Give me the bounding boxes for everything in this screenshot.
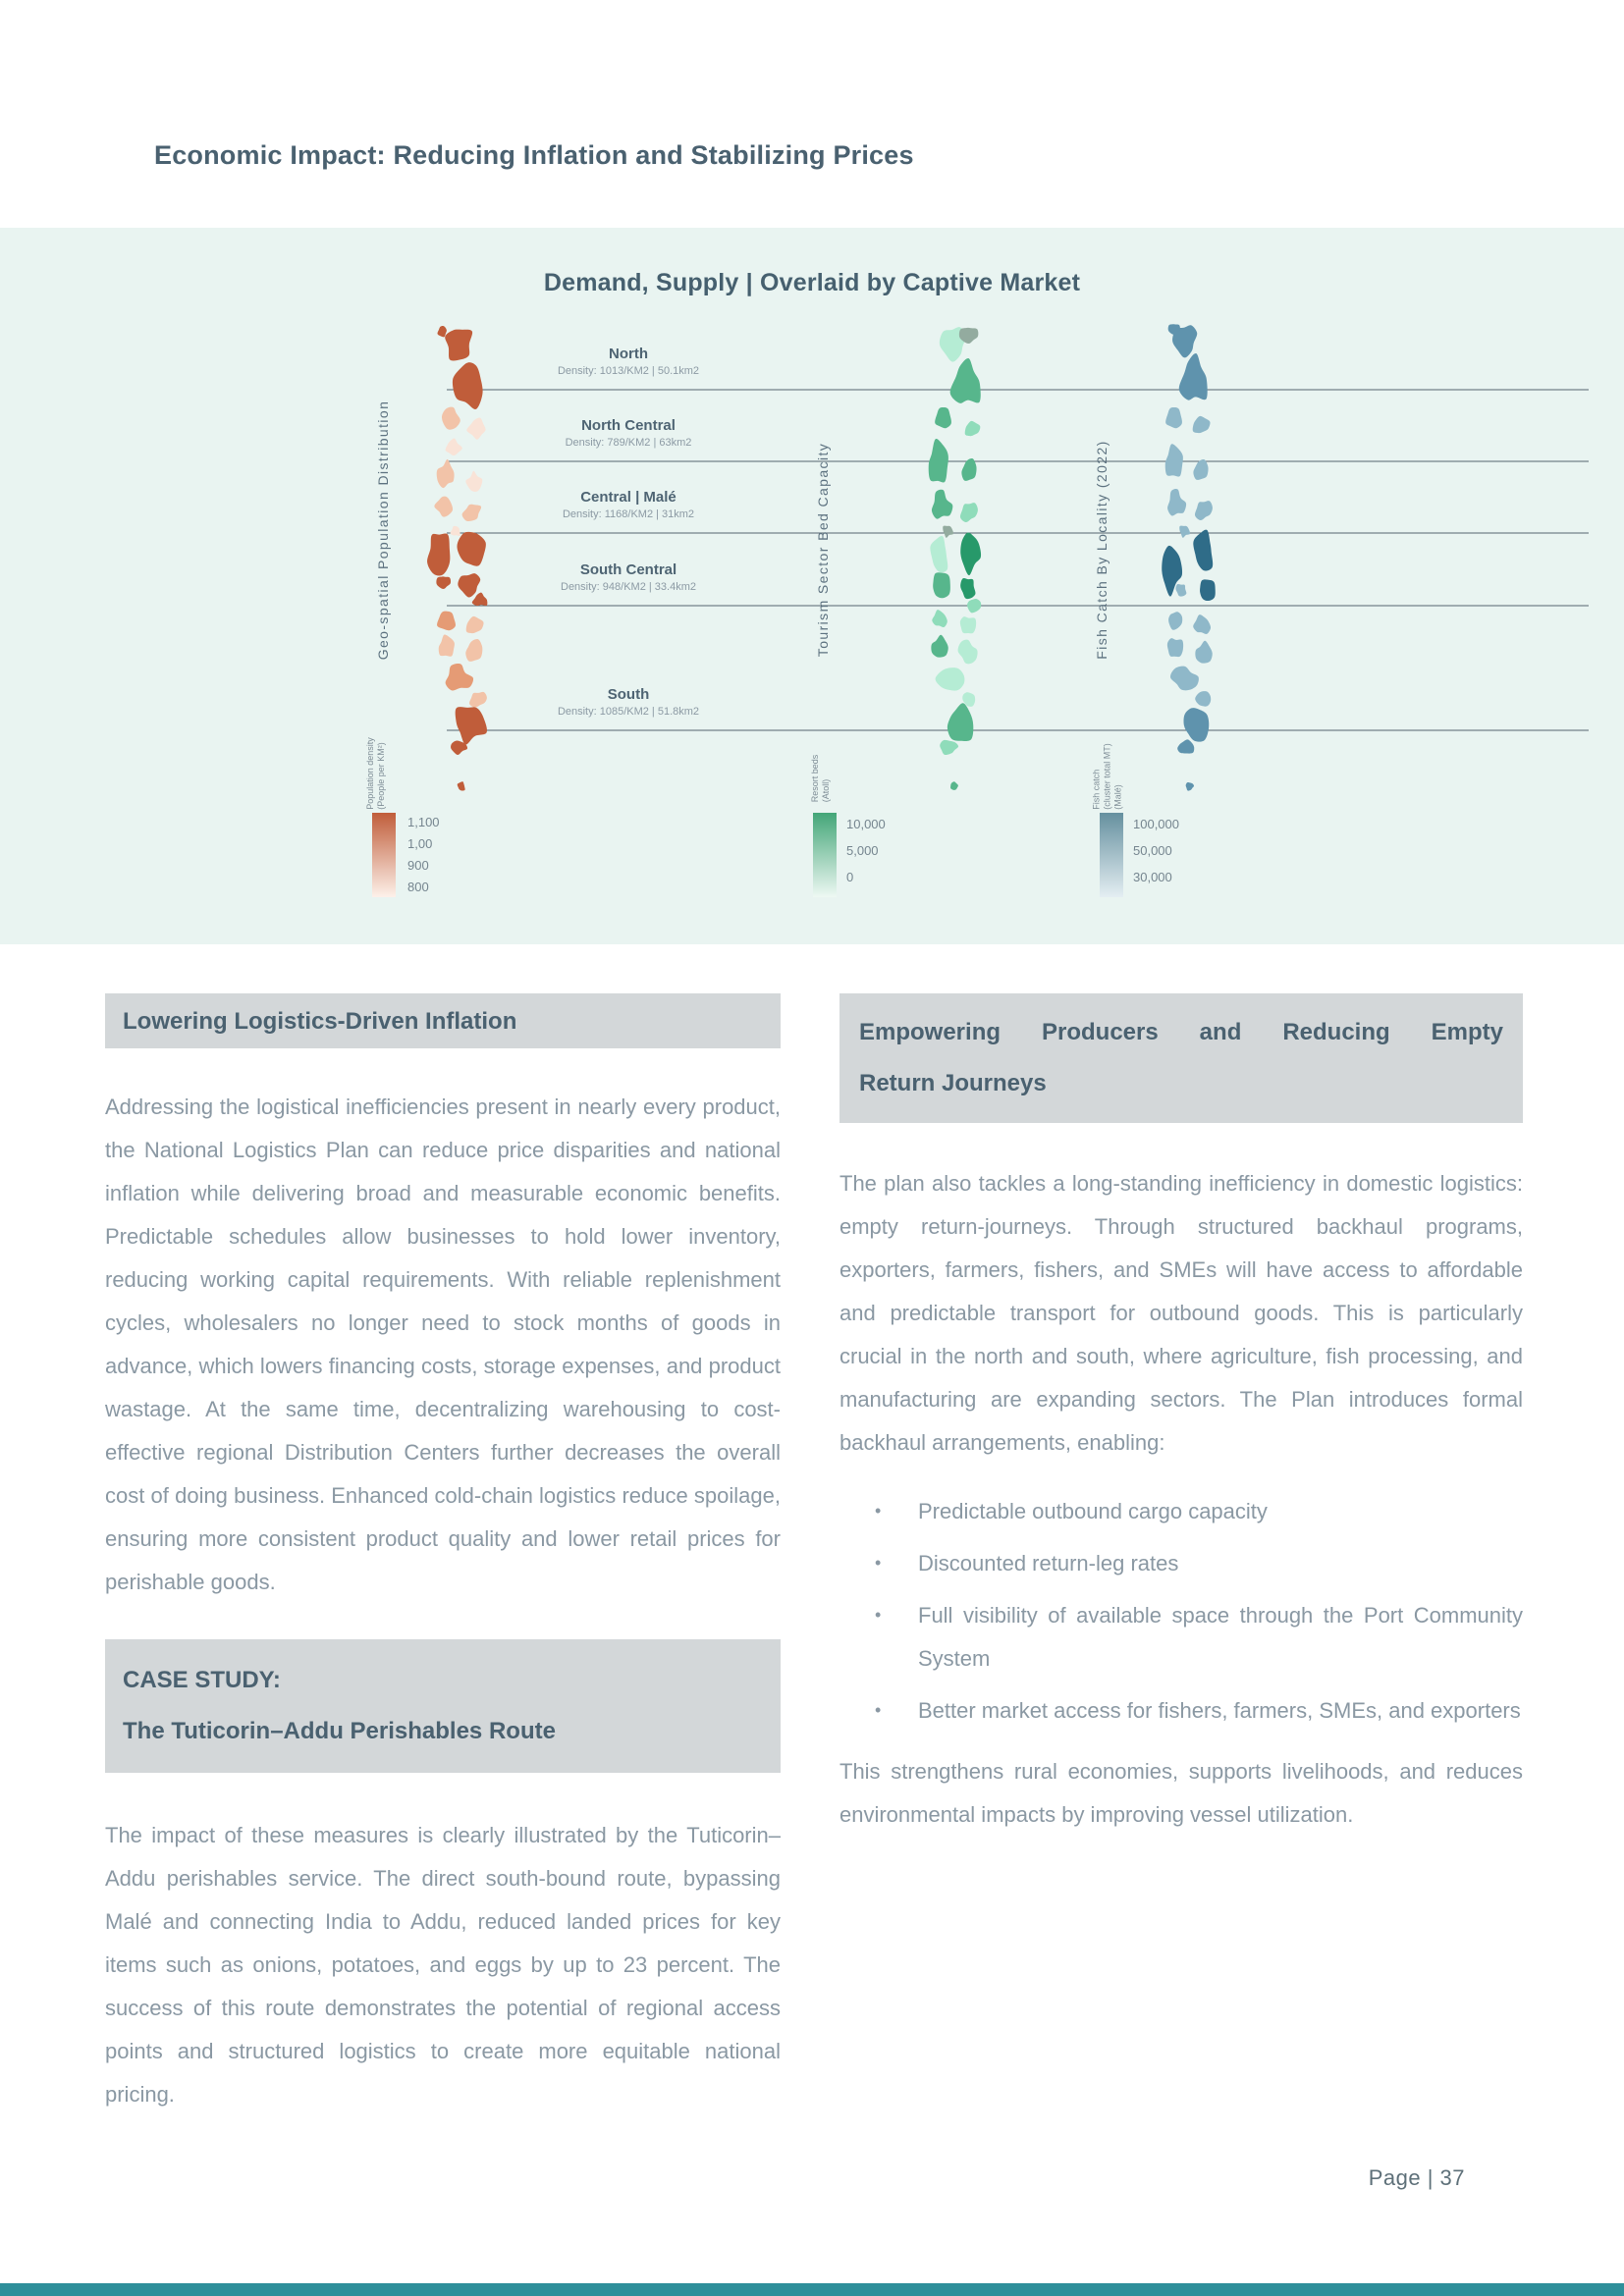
heading-line-1: Empowering Producers and Reducing Empty bbox=[859, 1019, 1503, 1045]
list-item: • Full visibility of available space through the Port Community System bbox=[839, 1594, 1523, 1681]
list-item: • Discounted return-leg rates bbox=[839, 1542, 1523, 1585]
region-name: South bbox=[607, 686, 650, 703]
list-item: • Better market access for fishers, farmers, SMEs, and exporters bbox=[839, 1689, 1523, 1733]
region-name: North Central bbox=[581, 417, 676, 434]
backhaul-benefits-list bbox=[839, 1490, 1523, 1733]
legend-gradient-population bbox=[372, 813, 396, 897]
section-heading-producers bbox=[839, 993, 1523, 1123]
region-label-north-central bbox=[334, 417, 923, 449]
region-density: Density: 789/KM2 | 63km2 bbox=[565, 437, 692, 449]
region-label-central-male bbox=[334, 489, 923, 520]
tourism-map bbox=[929, 327, 982, 790]
axis-label-tourism: Tourism Sector Bed Capacity bbox=[815, 442, 831, 658]
region-label-north bbox=[334, 346, 923, 377]
case-study-label: CASE STUDY: bbox=[123, 1667, 281, 1693]
region-density: Density: 1168/KM2 | 31km2 bbox=[562, 508, 695, 520]
paragraph-case-study: The impact of these measures is clearly illustrated by the Tuticorin–Addu perishables service. The direct south-bound route, bypassing Malé and connecting India to Addu, reduced landed prices for key items such as onions, potatoes, and eggs by up to 23 percent. The success of this route demonstrates the potential of regional access points and structured logistics to create more equitable national pricing. bbox=[105, 1823, 781, 2107]
region-density: Density: 1085/KM2 | 51.8km2 bbox=[557, 706, 700, 718]
legend-gradient-resort-beds bbox=[813, 813, 837, 897]
legend-tick: 1,100 bbox=[407, 815, 440, 829]
footer-accent-bar bbox=[0, 2283, 1624, 2296]
paragraph-backhaul: The plan also tackles a long-standing inefficiency in domestic logistics: empty return-journeys. Through structured backhaul programs, exporters, farmers, fishers, and SMEs will have access to affordable and predictable transport for outbound goods. This is particularly crucial in the north and south, where agriculture, fish processing, and manufacturing are expanding sectors. The Plan introduces formal backhaul arrangements, enabling: bbox=[839, 1171, 1523, 1455]
region-label-south-central bbox=[334, 561, 923, 593]
legend-tick: 1,00 bbox=[407, 836, 433, 851]
axis-label-population: Geo-spatial Population Distribution bbox=[375, 400, 391, 661]
paragraph-rural-economies: This strengthens rural economies, supports livelihoods, and reduces environmental impacts by improving vessel utilization. bbox=[839, 1759, 1523, 1827]
axis-label-fish-catch: Fish Catch By Locality (2022) bbox=[1094, 440, 1110, 660]
region-density: Density: 948/KM2 | 33.4km2 bbox=[561, 581, 696, 593]
region-density: Density: 1013/KM2 | 50.1km2 bbox=[557, 365, 700, 377]
legend-caption-resort-beds: Resort beds (Atoll) bbox=[810, 754, 831, 803]
page-number: Page | 37 bbox=[1368, 2165, 1465, 2190]
right-column bbox=[839, 993, 1523, 1862]
legend-tick: 5,000 bbox=[846, 843, 879, 858]
legend-tick: 0 bbox=[846, 870, 854, 884]
case-study-route: The Tuticorin–Addu Perishables Route bbox=[123, 1718, 556, 1744]
region-name: North bbox=[609, 346, 648, 362]
legend-tick: 50,000 bbox=[1133, 843, 1172, 858]
figure-title: Demand, Supply | Overlaid by Captive Market bbox=[543, 269, 1081, 296]
legend-tick: 30,000 bbox=[1133, 870, 1172, 884]
figure-panel bbox=[0, 228, 1624, 944]
fish-catch-map bbox=[1162, 324, 1216, 790]
legend-tick: 10,000 bbox=[846, 817, 886, 831]
paragraph-inflation: Addressing the logistical inefficiencies present in nearly every product, the National Logistics Plan can reduce price disparities and national inflation while delivering broad and measurable economic benefits. Predictable schedules allow businesses to hold lower inventory, reducing working capital requirements. With reliable replenishment cycles, wholesalers no longer need to stock months of goods in advance, which lowers financing costs, storage expenses, and product wastage. At the same time, decentralizing warehousing to cost-effective regional Distribution Centers further decreases the overall cost of doing business. Enhanced cold-chain logistics reduce spoilage, ensuring more consistent product quality and lower retail prices for perishable goods. bbox=[105, 1095, 781, 1594]
legend-tick: 100,000 bbox=[1133, 817, 1179, 831]
section-heading-inflation: Lowering Logistics-Driven Inflation bbox=[105, 993, 781, 1048]
region-name: Central | Malé bbox=[580, 489, 677, 506]
heading-line-2: Return Journeys bbox=[859, 1070, 1047, 1096]
bullet-icon: • bbox=[875, 1700, 882, 1720]
legend-tick: 900 bbox=[407, 858, 429, 873]
legend-tick: 800 bbox=[407, 880, 429, 894]
bullet-icon: • bbox=[875, 1605, 882, 1625]
legend-caption-fish-catch: Fish catch (cluster total MT) (Malé) bbox=[1091, 743, 1123, 810]
bullet-icon: • bbox=[875, 1553, 882, 1573]
region-name: South Central bbox=[579, 561, 677, 578]
case-study-heading bbox=[105, 1639, 781, 1773]
legend-caption-population: Population density (People per KM²) bbox=[365, 737, 386, 810]
region-label-south bbox=[334, 686, 923, 718]
list-item: • Predictable outbound cargo capacity bbox=[839, 1490, 1523, 1533]
page-title: Economic Impact: Reducing Inflation and Stabilizing Prices bbox=[154, 140, 914, 170]
left-column bbox=[105, 993, 781, 2142]
population-map bbox=[427, 326, 487, 791]
legend-gradient-fish-catch bbox=[1100, 813, 1123, 897]
bullet-icon: • bbox=[875, 1501, 882, 1521]
